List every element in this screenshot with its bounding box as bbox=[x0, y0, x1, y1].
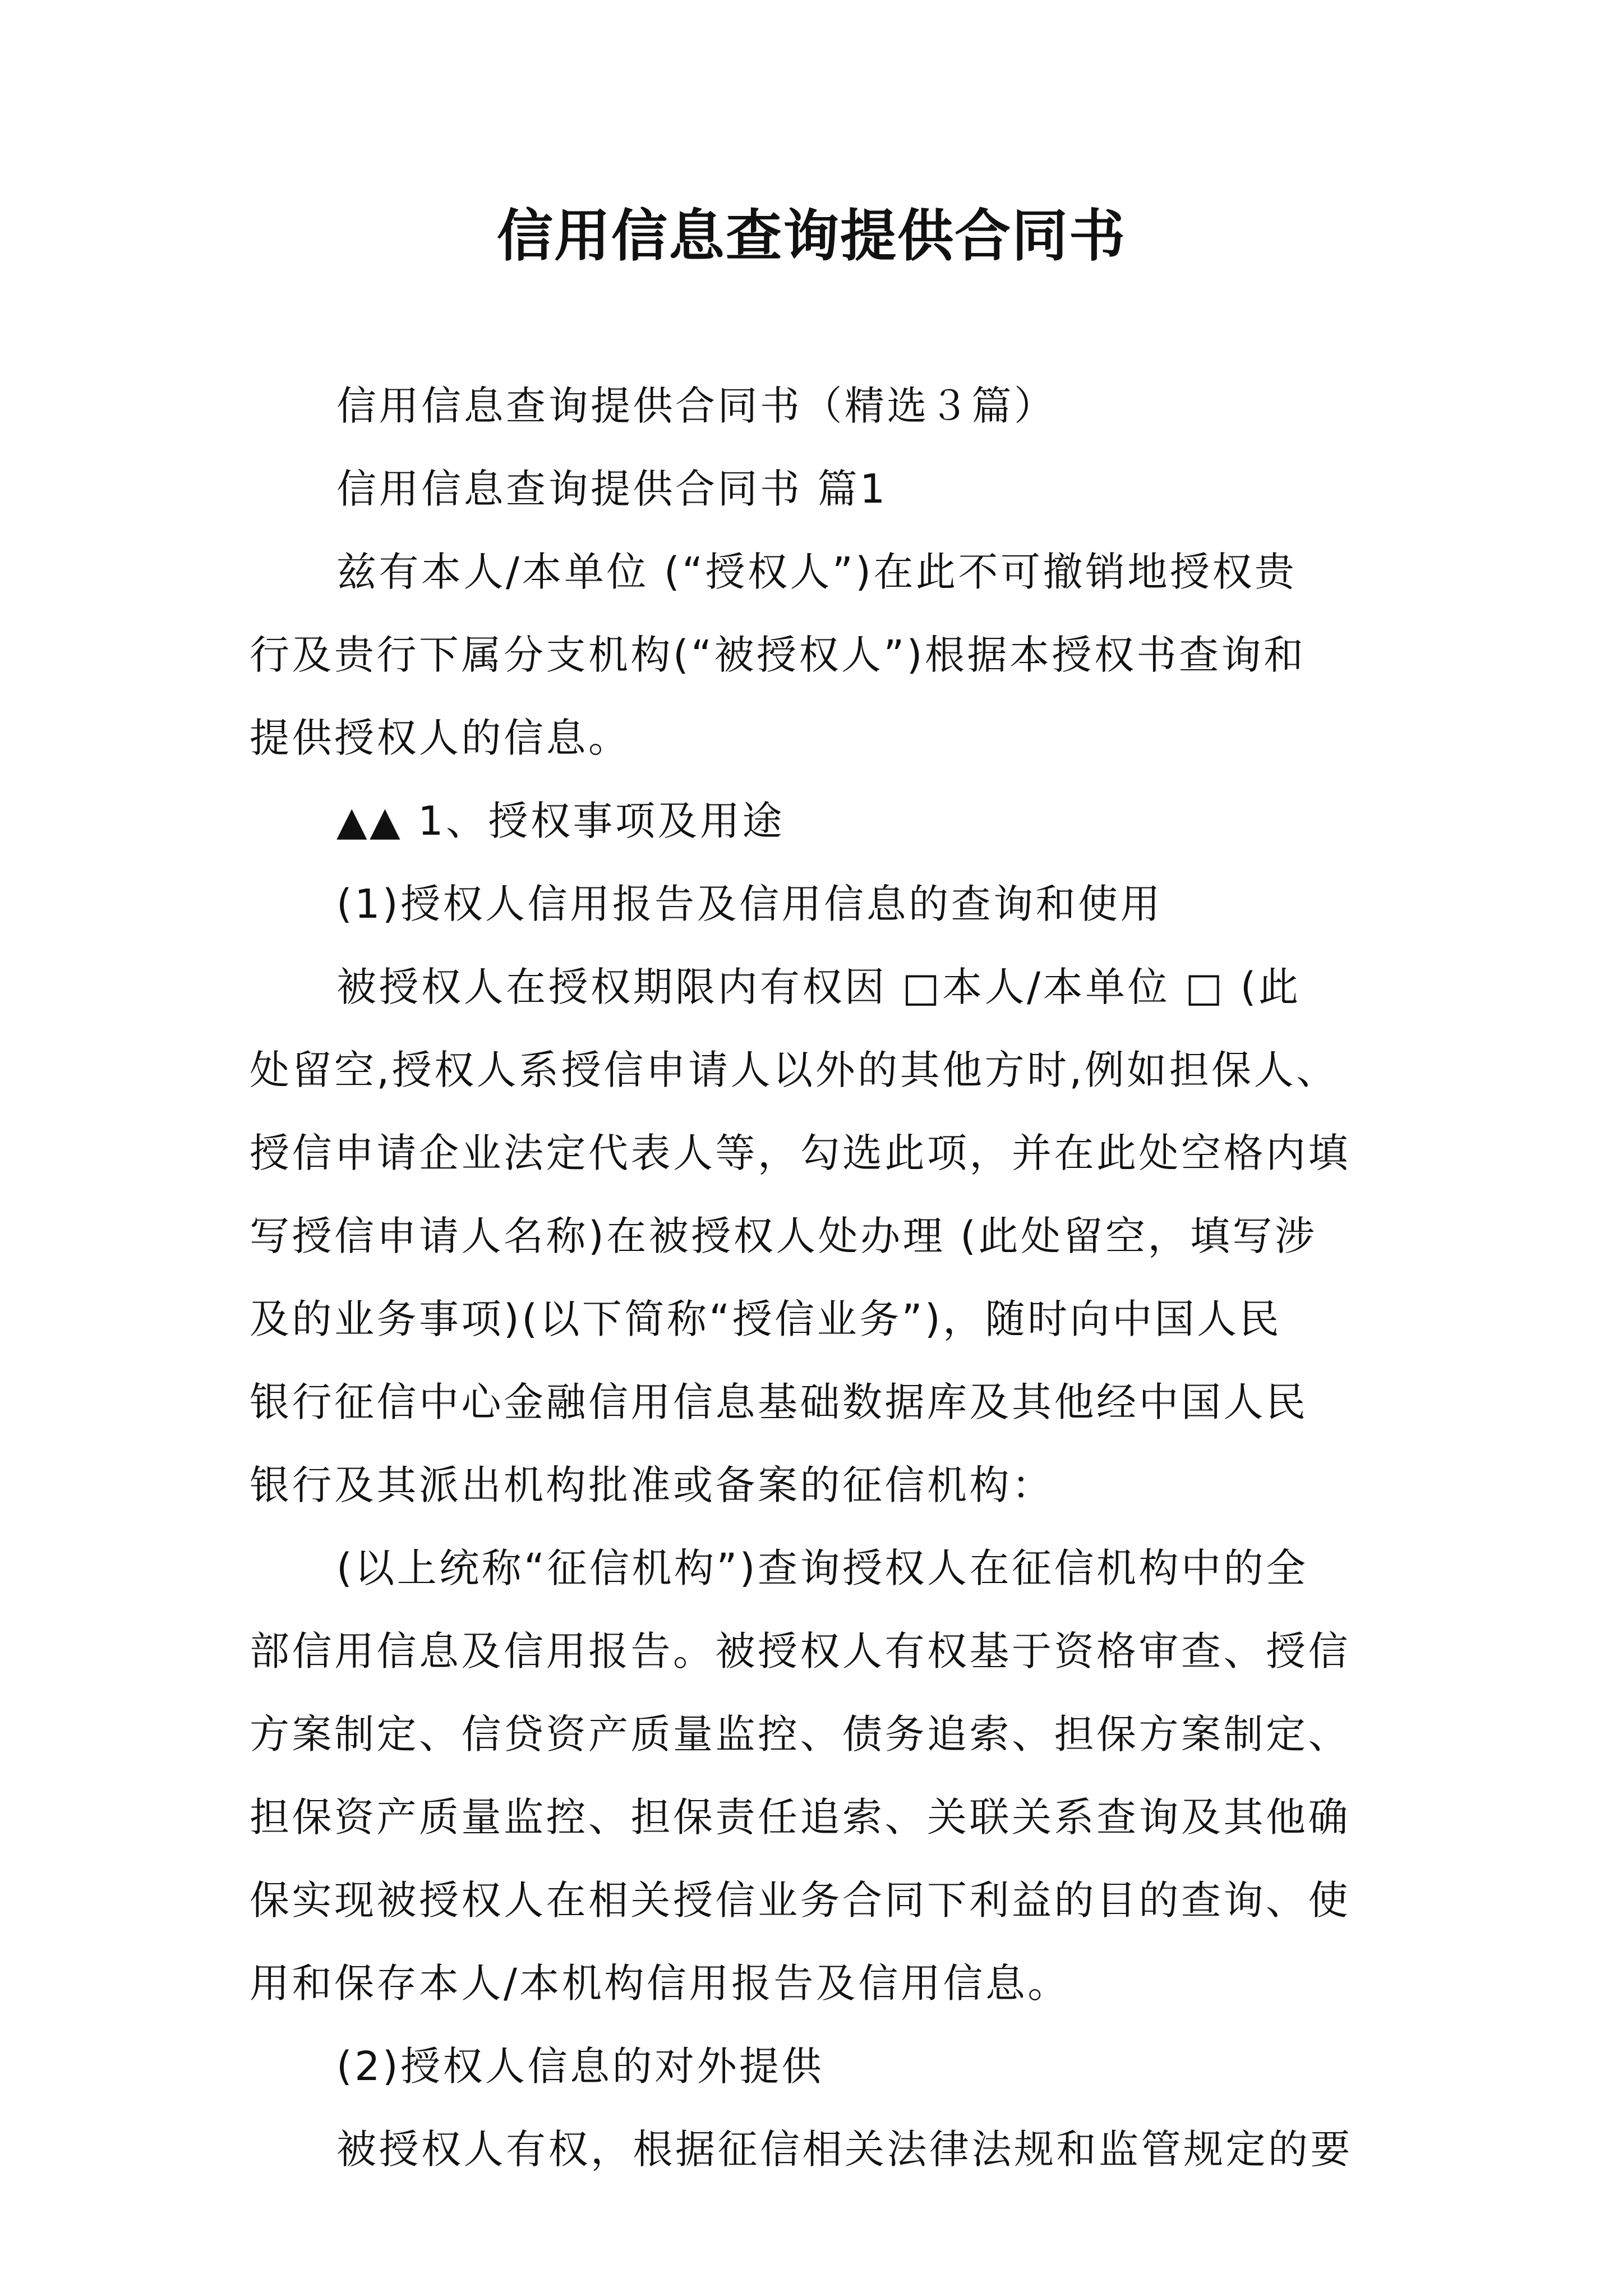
paragraph-subitem-heading bbox=[250, 863, 1394, 946]
paragraph-item-heading bbox=[250, 780, 1394, 863]
text-line: 用和保存本人/本机构信用报告及信用信息。 bbox=[250, 1960, 1070, 2007]
text-line: (2)授权人信息的对外提供 bbox=[336, 2043, 824, 2090]
text-line: 方案制定、信贷资产质量监控、债务追索、担保方案制定、 bbox=[250, 1711, 1351, 1757]
text-line: 信用信息查询提供合同书 篇1 bbox=[336, 466, 888, 512]
text-line: 部信用信息及信用报告。被授权人有权基于资格审查、授信 bbox=[250, 1628, 1351, 1674]
text-line: 保实现被授权人在相关授信业务合同下利益的目的查询、使 bbox=[250, 1877, 1351, 1924]
text-line: 授信申请企业法定代表人等，勾选此项，并在此处空格内填 bbox=[250, 1130, 1351, 1176]
text-line: 被授权人在授权期限内有权因 □本人/本单位 □ (此 bbox=[336, 964, 1301, 1010]
paragraph-external-provision bbox=[250, 2108, 1394, 2191]
text-line: 担保资产质量监控、担保责任追索、关联关系查询及其他确 bbox=[250, 1794, 1351, 1841]
text-line: 信用信息查询提供合同书（精选３篇） bbox=[336, 383, 1057, 429]
paragraph-query-scope bbox=[250, 946, 1394, 1527]
text-line: 及的业务事项)(以下简称“授信业务”)，随时向中国人民 bbox=[250, 1296, 1282, 1342]
text-line: 被授权人有权，根据征信相关法律法规和监管规定的要 bbox=[336, 2126, 1353, 2173]
text-line: (1)授权人信用报告及信用信息的查询和使用 bbox=[336, 881, 1163, 927]
text-line: 银行征信中心金融信用信息基础数据库及其他经中国人民 bbox=[250, 1379, 1308, 1425]
text-line: 行及贵行下属分支机构(“被授权人”)根据本授权书查询和 bbox=[250, 632, 1306, 678]
document-body bbox=[250, 365, 1394, 2191]
document-title: 信用信息查询提供合同书 bbox=[497, 203, 1126, 269]
paragraph-section-heading bbox=[250, 448, 1394, 531]
text-line: 银行及其派出机构批准或备案的征信机构： bbox=[250, 1462, 1054, 1508]
paragraph-authorization-intro bbox=[250, 531, 1394, 780]
text-line: 兹有本人/本单位 (“授权人”)在此不可撤销地授权贵 bbox=[336, 549, 1297, 595]
text-line: (以上统称“征信机构”)查询授权人在征信机构中的全 bbox=[336, 1545, 1308, 1591]
paragraph-subitem-heading-2 bbox=[250, 2025, 1394, 2108]
text-line: 处留空,授权人系授信申请人以外的其他方时,例如担保人、 bbox=[250, 1047, 1339, 1093]
text-line: ▲▲ 1、授权事项及用途 bbox=[336, 798, 785, 844]
text-line: 写授信申请人名称)在被授权人处办理 (此处留空，填写涉 bbox=[250, 1213, 1317, 1259]
paragraph-subtitle bbox=[250, 365, 1394, 448]
text-line: 提供授权人的信息。 bbox=[250, 715, 631, 761]
paragraph-query-purpose bbox=[250, 1527, 1394, 2025]
